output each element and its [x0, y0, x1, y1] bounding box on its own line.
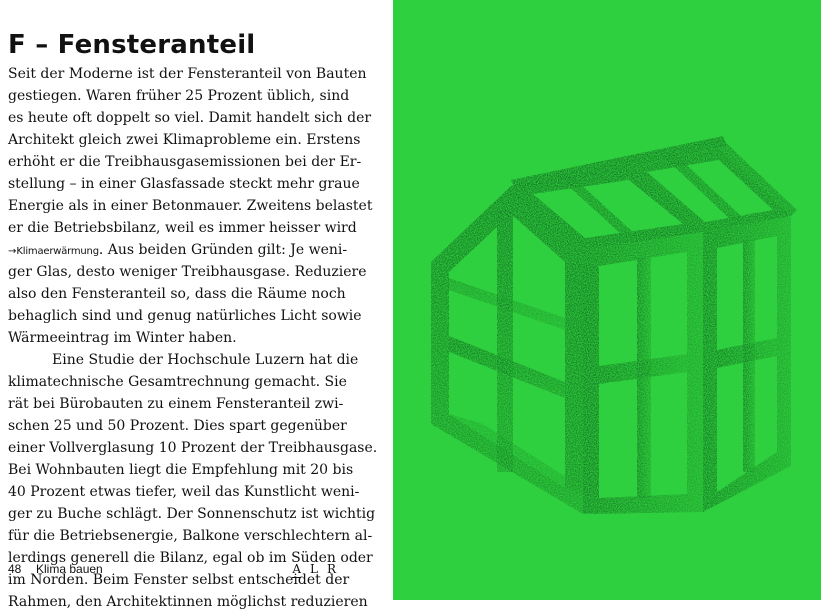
text-line: ger Glas, desto weniger Treibhausgase. Reduziere: [8, 264, 367, 280]
text-line: lerdings generell die Bilanz, egal ob im Süden oder: [8, 550, 373, 566]
page-title: F – Fensteranteil: [8, 30, 256, 60]
cross-reference-link[interactable]: Klimaerwärmung: [16, 246, 99, 257]
text-line: schen 25 und 50 Prozent. Dies spart gegenüber: [8, 418, 347, 434]
text-line: ger zu Buche schlägt. Der Sonnenschutz ist wichtig: [8, 506, 376, 522]
greenhouse-frame-illustration: [393, 0, 821, 600]
text-line: stellung – in einer Glasfassade steckt mehr graue: [8, 176, 360, 192]
text-line: erhöht er die Treibhausgasemissionen bei der Er-: [8, 154, 362, 170]
nav-letter-a[interactable]: A: [292, 562, 301, 576]
text-line: klimatechnische Gesamtrechnung gemacht. Sie: [8, 374, 347, 390]
side-wall: [583, 216, 791, 514]
text-line: Architekt gleich zwei Klimaprobleme ein. Erstens: [8, 132, 361, 148]
alphabet-nav: [292, 562, 336, 578]
text-line-with-reference: [8, 239, 348, 261]
text-line: 40 Prozent etwas tiefer, weil das Kunstlicht weni-: [8, 484, 360, 500]
text-line: einer Vollverglasung 10 Prozent der Treibhausgase.: [8, 440, 378, 456]
text-line: Bei Wohnbauten liegt die Empfehlung mit 20 bis: [8, 462, 354, 478]
text-line: Rahmen, den Architektinnen möglichst reduzieren: [8, 594, 368, 610]
front-gable: [431, 186, 583, 514]
text-line: behaglich sind und genug natürliches Licht sowie: [8, 308, 362, 324]
paragraph-1: [8, 63, 373, 349]
text-line: also den Fensteranteil so, dass die Räume noch: [8, 286, 346, 302]
text-line: Seit der Moderne ist der Fensteranteil von Bauten: [8, 66, 367, 82]
book-title: Klima bauen: [36, 562, 103, 576]
text-line: im Norden. Beim Fenster selbst entscheidet der: [8, 572, 350, 588]
body-text: [8, 63, 378, 613]
text-line: er die Betriebsbilanz, weil es immer heisser wird: [8, 220, 357, 236]
text-line: für die Betriebsenergie, Balkone verschlechtern al-: [8, 528, 373, 544]
greenhouse-frame-shape: [431, 136, 797, 514]
nav-letter-r[interactable]: R: [326, 562, 336, 576]
illustration-page: [393, 0, 821, 600]
text-line: es heute oft doppelt so viel. Damit handelt sich der: [8, 110, 372, 126]
text-line: Eine Studie der Hochschule Luzern hat die: [52, 352, 359, 368]
cross-reference-arrow-icon: →: [8, 246, 17, 257]
text-line: Energie als in einer Betonmauer. Zweitens belastet: [8, 198, 373, 214]
text-line-rest: . Aus beiden Gründen gilt: Je weni-: [98, 242, 348, 258]
nav-letter-l[interactable]: L: [309, 562, 318, 576]
left-page: [0, 0, 393, 610]
page-number: 48: [8, 562, 22, 576]
text-line: rät bei Bürobauten zu einem Fensteranteil zwi-: [8, 396, 344, 412]
page-footer: [8, 562, 336, 582]
text-line: gestiegen. Waren früher 25 Prozent üblich, sind: [8, 88, 350, 104]
text-line: Wärmeeintrag im Winter haben.: [8, 330, 237, 346]
